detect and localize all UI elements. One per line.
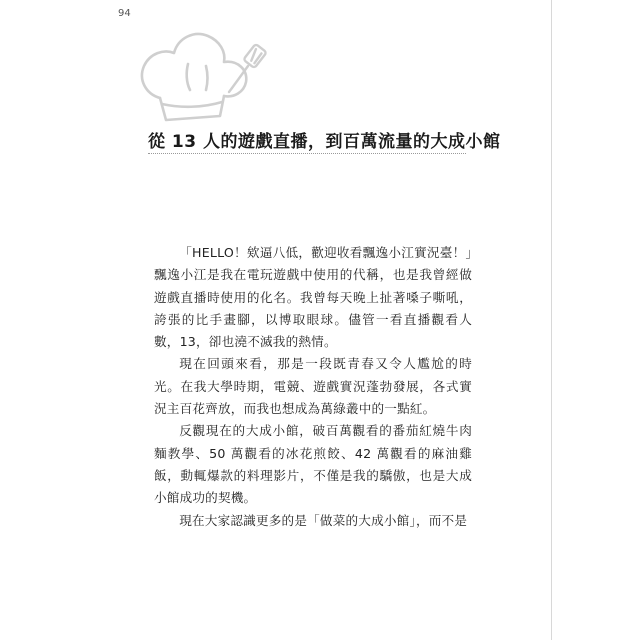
page-edge-divider xyxy=(551,0,552,640)
page-number: 94 xyxy=(118,8,131,19)
spatula-icon xyxy=(229,44,267,92)
paragraph-2: 現在回頭來看，那是一段既青春又令人尷尬的時光。在我大學時期，電競、遊戲實況蓬勃發展，各式實況主百花齊放，而我也想成為萬綠叢中的一點紅。 xyxy=(154,356,472,417)
title-dotted-rule xyxy=(148,153,466,154)
chef-illustration xyxy=(128,16,278,126)
chapter-title: 從 13 人的遊戲直播，到百萬流量的大成小館 xyxy=(148,132,501,152)
paragraph-1: 「HELLO！欸逼八低，歡迎收看飄逸小江實況臺！」飄逸小江是我在電玩遊戲中使用的代稱，也是我曾經做遊戲直播時使用的化名。我曾每天晚上扯著嗓子嘶吼，誇張的比手畫腳，以博取眼球。儘管一看直播觀看人數，13，卻也澆不滅我的熱情。 xyxy=(154,245,472,350)
body-text xyxy=(154,242,472,532)
paragraph-4: 現在大家認識更多的是「做菜的大成小館」，而不是 xyxy=(179,512,468,528)
chef-hat-icon xyxy=(142,34,246,120)
paragraph-3: 反觀現在的大成小館，破百萬觀看的番茄紅燒牛肉麵教學、50 萬觀看的冰花煎餃、42 萬觀看的麻油雞飯，動輒爆款的料理影片，不僅是我的驕傲，也是大成小館成功的契機。 xyxy=(154,423,472,506)
